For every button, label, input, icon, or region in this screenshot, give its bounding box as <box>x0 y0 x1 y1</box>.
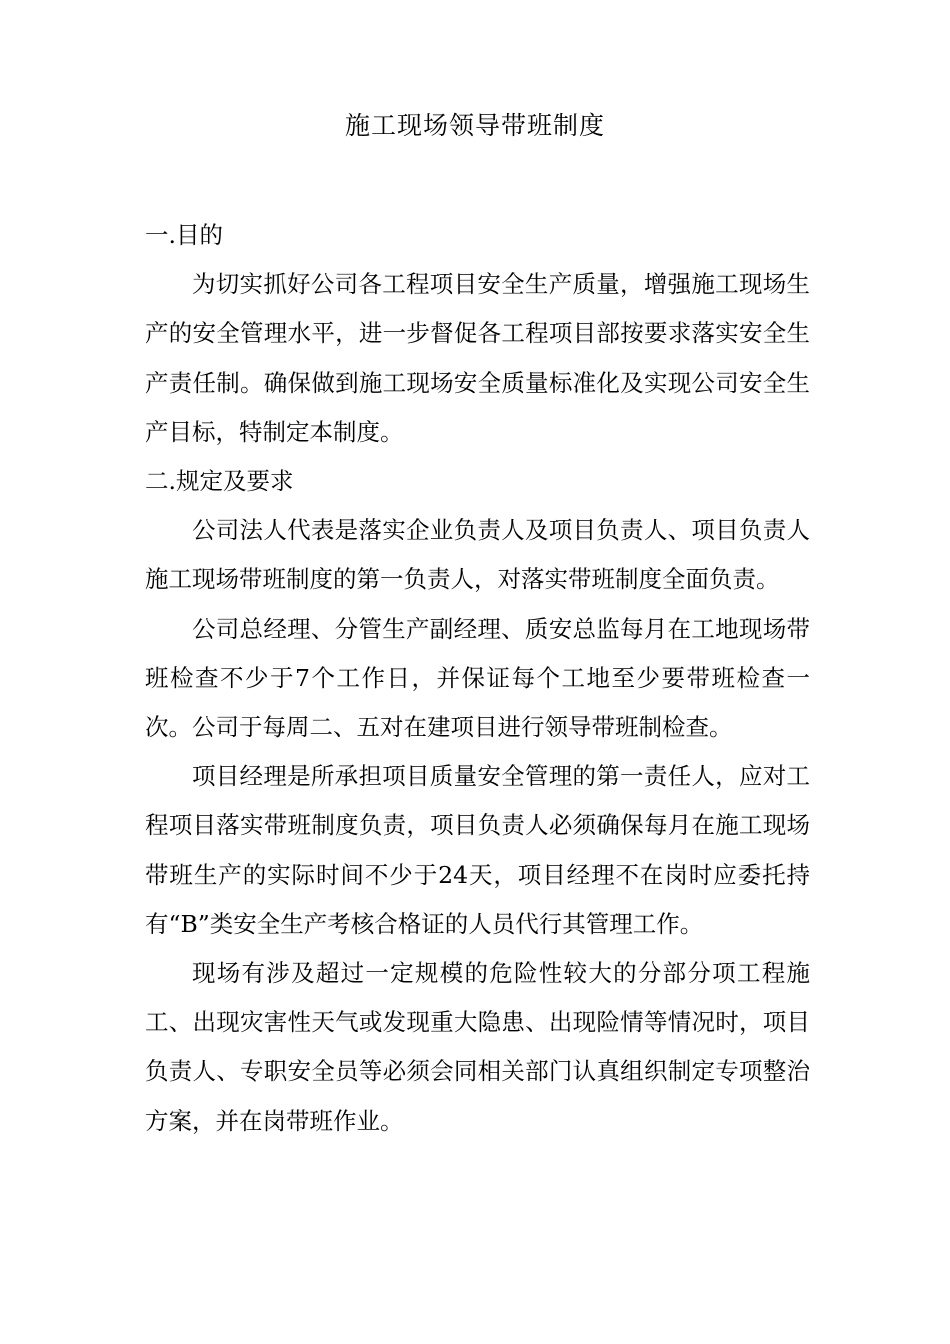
document-body <box>145 211 810 1146</box>
paragraph-company-managers: 公司总经理、分管生产副经理、质安总监每月在工地现场带班检查不少于7个工作日，并保证每个工地至少要带班检查一次。公司于每周二、五对在建项目进行领导带班制检查。 <box>145 614 810 742</box>
section-heading-requirements: 二.规定及要求 <box>145 467 294 496</box>
paragraph-project-manager: 项目经理是所承担项目质量安全管理的第一责任人，应对工程项目落实带班制度负责，项目负责人必须确保每月在施工现场带班生产的实际时间不少于24天，项目经理不在岗时应委托持有“B”类安全生产考核合格证的人员代行其管理工作。 <box>145 762 810 938</box>
paragraph-legal-representative: 公司法人代表是落实企业负责人及项目负责人、项目负责人施工现场带班制度的第一负责人，对落实带班制度全面负责。 <box>145 516 810 594</box>
paragraph-hazard-situations: 现场有涉及超过一定规模的危险性较大的分部分项工程施工、出现灾害性天气或发现重大隐患、出现险情等情况时，项目负责人、专职安全员等必须会同相关部门认真组织制定专项整治方案，并在岗带班作业。 <box>145 959 810 1135</box>
document-title: 施工现场领导带班制度 <box>344 111 605 140</box>
section-heading-purpose: 一.目的 <box>145 221 223 249</box>
paragraph-purpose: 为切实抓好公司各工程项目安全生产质量，增强施工现场生产的安全管理水平，进一步督促各工程项目部按要求落实安全生产责任制。确保做到施工现场安全质量标准化及实现公司安全生产目标，特制定本制度。 <box>145 270 810 446</box>
